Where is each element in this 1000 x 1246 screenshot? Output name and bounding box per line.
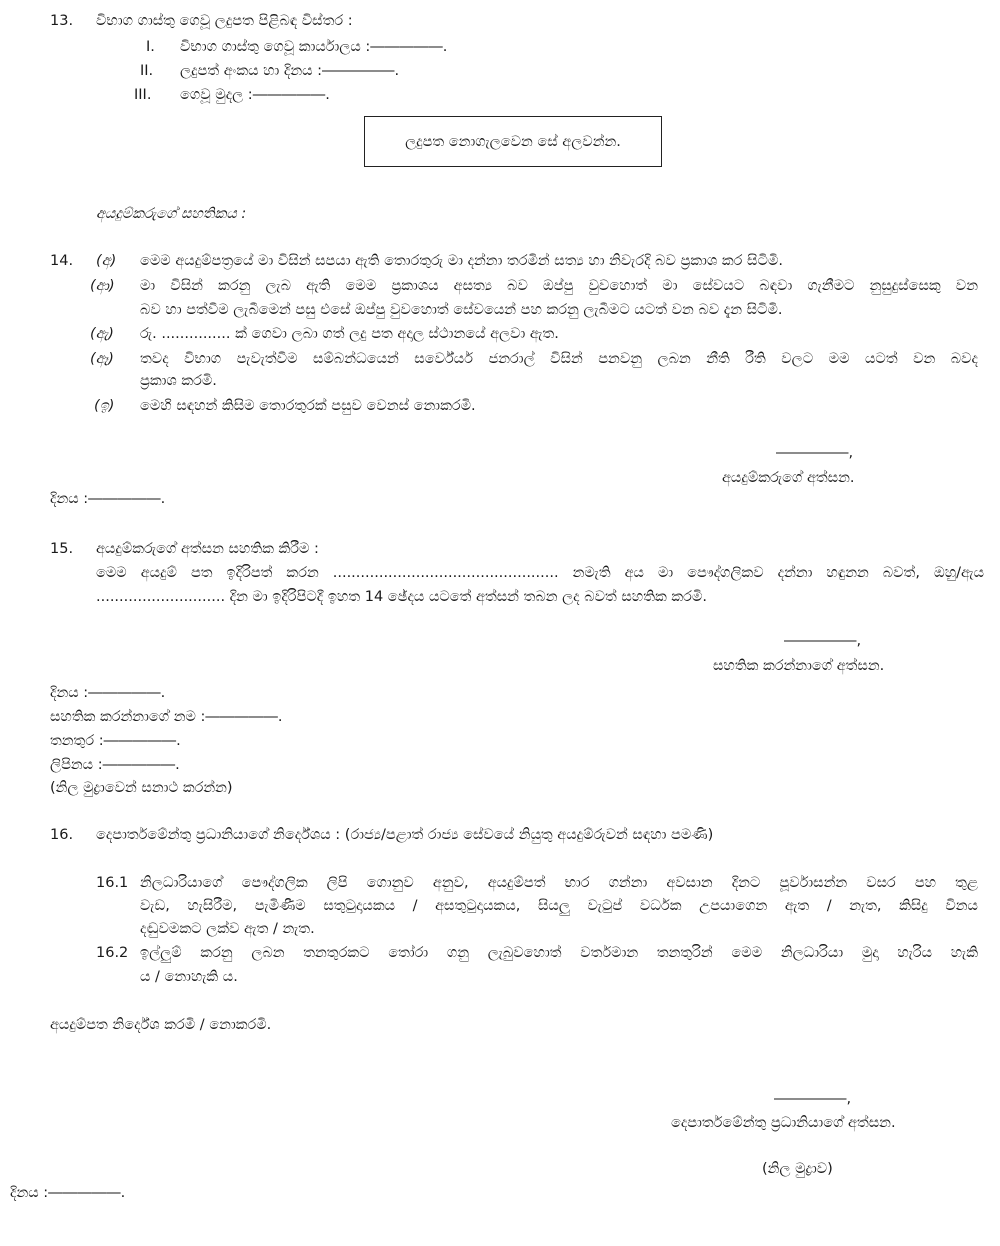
section-13-item-2-number: II.: [140, 63, 154, 79]
section-14-aee-line-2: ප්‍රකාශ කරමි.: [140, 373, 217, 389]
certifier-name-field: සහතික කරන්නාගේ නම :―――――.: [50, 709, 283, 725]
section-15-number: 15.: [50, 541, 74, 557]
section-16-date-field: දිනය :―――――.: [10, 1185, 126, 1201]
section-16-1-number: 16.1: [96, 875, 129, 891]
section-14-aa-line-2: බව හා පත්වීම ලැබීමෙන් පසු එසේ ඔප්පු වුවහොත් සේවයෙන් පහ කරනු ලැබීමට යටත් වන බව දැන සිටිමි.: [140, 302, 783, 318]
section-14-label-i: (ඉ): [94, 398, 115, 414]
receipt-paste-box: [364, 116, 662, 167]
applicant-certificate-heading: අයදුම්කරුගේ සහතිකය :: [96, 206, 247, 222]
section-13-item-1-text: විභාග ගාස්තු ගෙවූ කාර්යාලය :―――――.: [180, 39, 448, 55]
section-15-line-1: මෙම අයදුම් පත ඉදිරිපත් කරන ................................................. නමැති අය මා පෞද්ගලිකව දන්නා හඳුනන බවත්, ඔහු/ඇය: [96, 565, 984, 581]
section-14-label-ae: (ඇ): [90, 326, 114, 342]
section-14-label-aee: (ඈ): [90, 351, 114, 367]
section-16-number: 16.: [50, 827, 74, 843]
section-13-item-2-text: ලදුපත් අංකය හා දිනය :―――――.: [180, 63, 400, 79]
section-14-a-line-1: මෙම අයදුම්පත්‍රයේ මා විසින් සපයා ඇති තොරතුරු මා දන්නා තරමින් සත්‍ය හා නිවැරදි බව ප්‍රකාශ කර සිටිමි.: [140, 253, 783, 269]
certifier-signature-line: ―――――,: [784, 633, 862, 649]
official-seal-note: (නිල මුද්‍රාවෙන් සනාථ කරන්න): [50, 780, 233, 796]
certifier-address-field: ලිපිනය :―――――.: [50, 757, 180, 773]
section-14-label-aa: (ආ): [90, 278, 115, 294]
section-14-ae-line-1: රු. ............... ක් ගෙවා ලබා ගත් ලදු පත අදාල ස්ථානයේ අලවා ඇත.: [140, 326, 559, 342]
section-16-1-line-3: දඬුවමකට ලක්ව ඇත / නැත.: [140, 921, 315, 937]
section-16-2-line-1: ඉල්ලුම් කරනු ලබන තනතුරකට තෝරා ගනු ලැබුවහොත් වර්තමාන තනතුරින් මෙම නිලධාරියා මුදා හැරිය හැකි: [140, 945, 978, 961]
applicant-signature-label: අයදුම්කරුගේ අත්සන.: [722, 470, 855, 486]
certifier-position-field: තනතුර :―――――.: [50, 733, 181, 749]
section-14-date-field: දිනය :―――――.: [50, 491, 166, 507]
section-16-1-line-1: නිලධාරියාගේ පෞද්ගලික ලිපි ගොනුව අනුව, අයදුම්පත් භාර ගන්නා අවසාන දිනට පූර්වාසන්න වසර පහ තුළ: [140, 875, 978, 891]
section-16-1-line-2: වැඩ, හැසිරීම, පැමිණීම සතුටුදායකය / අසතුටුදායකය, සියලු වැටුප් වර්ධක උපයාගෙන ඇත / නැත, කිසිදු විනය: [140, 898, 978, 914]
section-15-line-2: ............................ දින මා ඉදිරිපිටදී ඉහත 14 ඡේදය යටතේ අත්සන් තබන ලද බවත් සහතික කරමි.: [96, 589, 707, 605]
section-15-date-field: දිනය :―――――.: [50, 685, 166, 701]
section-13-item-3-number: III.: [134, 87, 152, 103]
section-14-aee-line-1: තවද විභාග පැවැත්වීම සම්බන්ධයෙන් සර්වේයර් ජනරාල් විසින් පනවනු ලබන නීති රීති වලට මම යටත් වන බවද: [140, 351, 978, 367]
section-13-title: විභාග ගාස්තු ගෙවූ ලදුපත පිළිබඳ විස්තර :: [96, 13, 353, 29]
department-head-signature-label: දෙපාර්තමේන්තු ප්‍රධානියාගේ අත්සන.: [671, 1115, 896, 1131]
receipt-paste-instruction: ලදුපත නොගැලවෙන සේ අලවන්න.: [405, 133, 621, 150]
applicant-signature-line: ―――――,: [776, 445, 854, 461]
section-14-label-a: (අ): [96, 253, 117, 269]
section-13-number: 13.: [50, 13, 74, 29]
section-13-item-1-number: I.: [146, 39, 155, 55]
section-14-number: 14.: [50, 253, 74, 269]
section-16-2-line-2: ය / නොහැකි ය.: [140, 969, 238, 985]
section-14-aa-line-1: මා විසින් කරනු ලැබ ඇති මෙම ප්‍රකාශය අසත්‍ය බව ඔප්පු වුවහොත් මා සේවයට බඳවා ගැනීමට නුසුදුස්සෙකු වන: [140, 278, 978, 294]
section-13-item-3-text: ගෙවූ මුදල :―――――.: [180, 87, 330, 103]
certifier-signature-label: සහතික කරන්නාගේ අත්සන.: [713, 658, 885, 674]
section-15-title: අයදුම්කරුගේ අත්සන සහතික කිරීම :: [96, 541, 319, 557]
section-16-title: දෙපාර්තමේන්තු ප්‍රධානියාගේ නිර්දේශය : (රාජ්‍ය/පළාත් රාජ්‍ය සේවයේ නියුතු අයදුම්රුවන් සඳහා පමණි): [96, 827, 714, 843]
recommendation-statement: අයදුම්පත නිර්දේශ කරමි / නොකරමි.: [50, 1017, 272, 1033]
official-seal-label: (නිල මුද්‍රාව): [762, 1161, 833, 1177]
department-head-signature-line: ―――――,: [774, 1091, 852, 1107]
section-14-i-line-1: මෙහි සඳහන් කිසිම තොරතුරක් පසුව වෙනස් නොකරමි.: [140, 398, 476, 414]
section-16-2-number: 16.2: [96, 945, 129, 961]
